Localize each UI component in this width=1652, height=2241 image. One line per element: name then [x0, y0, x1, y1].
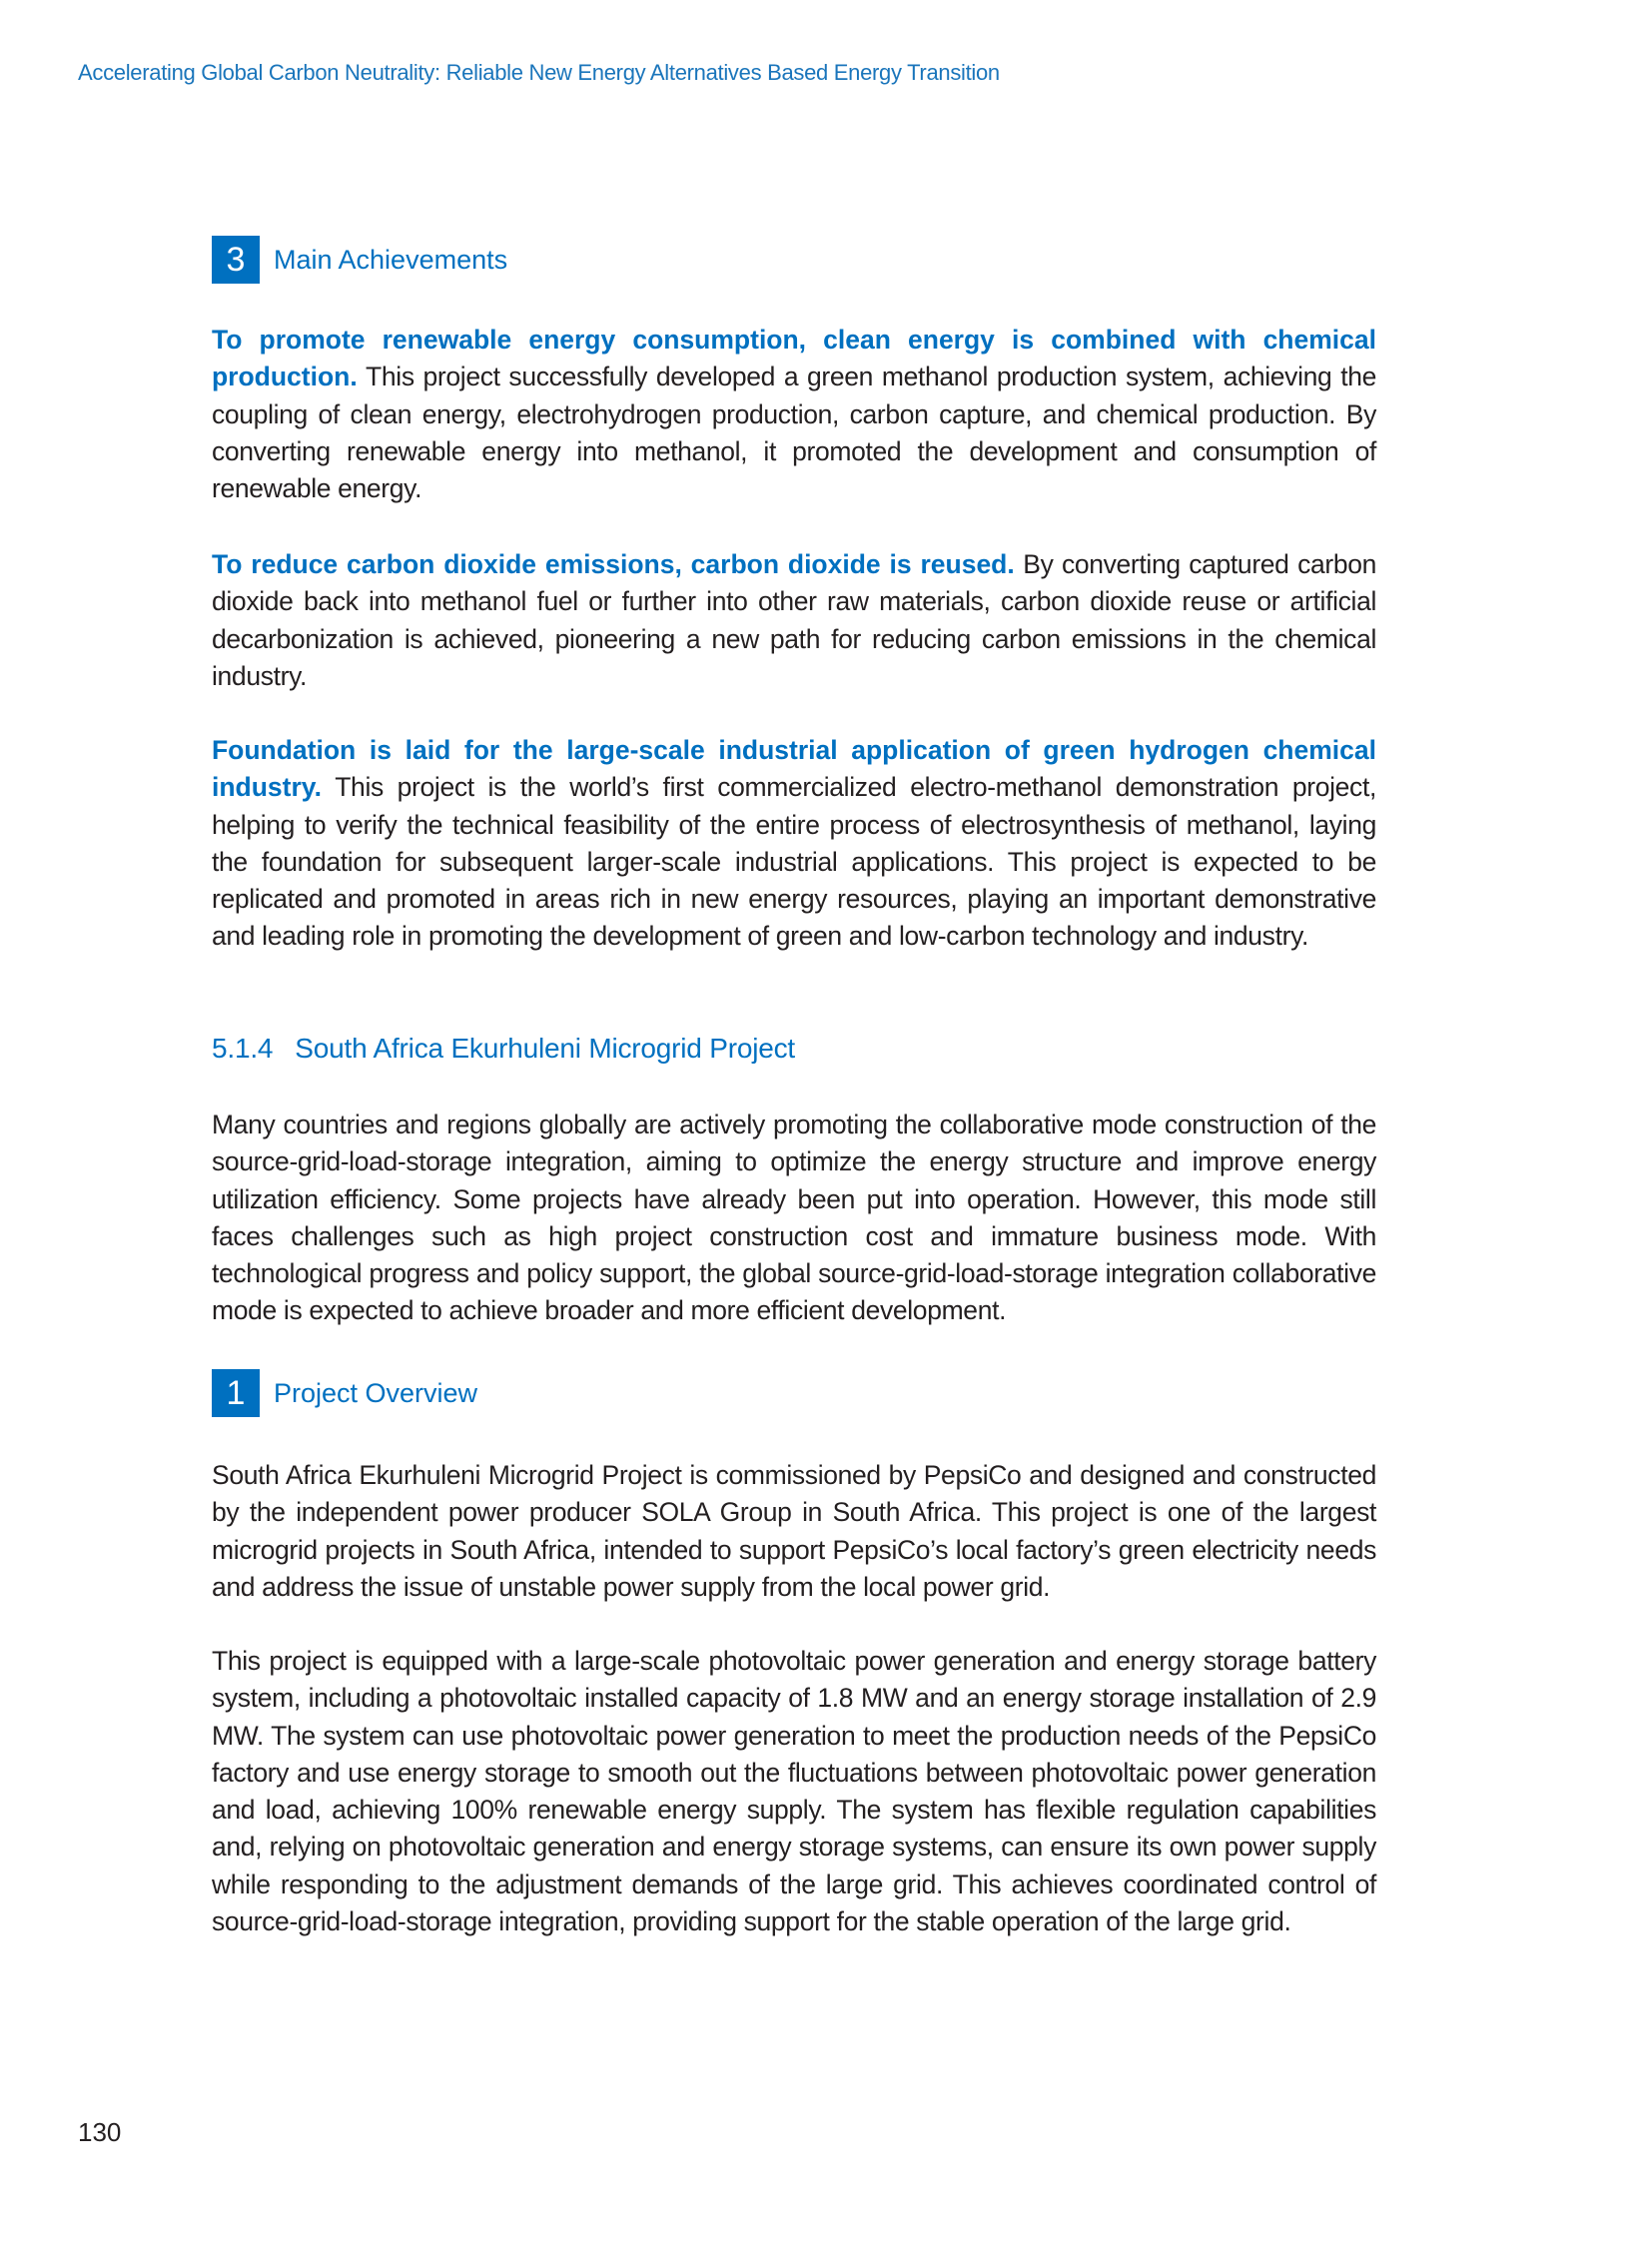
heading-label: Project Overview — [274, 1377, 478, 1408]
page-number: 130 — [78, 2117, 122, 2147]
section-intro-paragraph: Many countries and regions globally are actively promoting the collaborative mode construction of the source-grid-load-storage integration, aiming to optimize the energy structure and improve energy utilization efficiency. Some projects have already been put into operation. However, this mode still faces challenges such as high project construction cost and immature business mode. With technological progress and policy support, the global source-grid-load-storage integration collaborative mode is expected to achieve broader and more efficient development. — [212, 1110, 1376, 1326]
paragraph-body: By converting captured carbon dioxide back into methanol fuel or further into other raw materials, carbon dioxide reuse or artificial decarbonization is achieved, pioneering a new path for reducing carbon emissions in the chemical industry. — [212, 549, 1377, 691]
overview-paragraph: This project is equipped with a large-scale photovoltaic power generation and energy storage battery system, including a photovoltaic installed capacity of 1.8 MW and an energy storage installation of 2.9 MW. The system can use photovoltaic power generation to meet the production needs of the PepsiCo factory and use energy storage to smooth out the fluctuations between photovoltaic power generation and load, achieving 100% renewable energy supply. The system has flexible regulation capabilities and, relying on photovoltaic generation and energy storage systems, can ensure its own power supply while responding to the adjustment demands of the large grid. This achieves coordinated control of source-grid-load-storage integration, providing support for the stable operation of the large grid. — [212, 1646, 1376, 1937]
section-heading — [212, 1033, 795, 1065]
achievement-paragraph — [212, 322, 1376, 507]
paragraph-lead: To promote renewable energy consumption, clean energy is combined with chemical production. — [212, 325, 1376, 392]
section-title: South Africa Ekurhuleni Microgrid Project — [295, 1033, 795, 1064]
paragraph-lead: Foundation is laid for the large-scale industrial application of green hydrogen chemical industry. — [212, 735, 1376, 803]
overview-paragraph: South Africa Ekurhuleni Microgrid Project is commissioned by PepsiCo and designed and constructed by the independent power producer SOLA Group in South Africa. This project is one of the largest microgrid projects in South Africa, intended to support PepsiCo’s local factory’s green electricity needs and address the issue of unstable power supply from the local power grid. — [212, 1460, 1376, 1602]
running-header: Accelerating Global Carbon Neutrality: Reliable New Energy Alternatives Based Energy Transition — [78, 60, 1000, 85]
achievement-paragraph — [212, 732, 1376, 956]
paragraph-lead: To reduce carbon dioxide emissions, carbon dioxide is reused. — [212, 549, 1015, 579]
paragraph-body: This project successfully developed a green methanol production system, achieving the coupling of clean energy, electrohydrogen production, carbon capture, and chemical production. By converting renewable energy into methanol, it promoted the development and consumption of renewable energy. — [212, 362, 1376, 504]
heading-label: Main Achievements — [274, 244, 508, 275]
project-overview-heading — [212, 1369, 477, 1417]
main-achievements-heading — [212, 236, 507, 284]
achievement-paragraph — [212, 546, 1376, 695]
section-number-badge: 1 — [212, 1369, 260, 1417]
paragraph-body: This project is the world’s first commercialized electro-methanol demonstration project, helping to verify the technical feasibility of the entire process of electrosynthesis of methanol, laying the foundation for subsequent larger-scale industrial applications. This project is expected to be replicated and promoted in areas rich in new energy resources, playing an important demonstrative and leading role in promoting the development of green and low-carbon technology and industry. — [212, 772, 1376, 952]
section-number: 5.1.4 — [212, 1033, 274, 1064]
section-number-badge: 3 — [212, 236, 260, 284]
